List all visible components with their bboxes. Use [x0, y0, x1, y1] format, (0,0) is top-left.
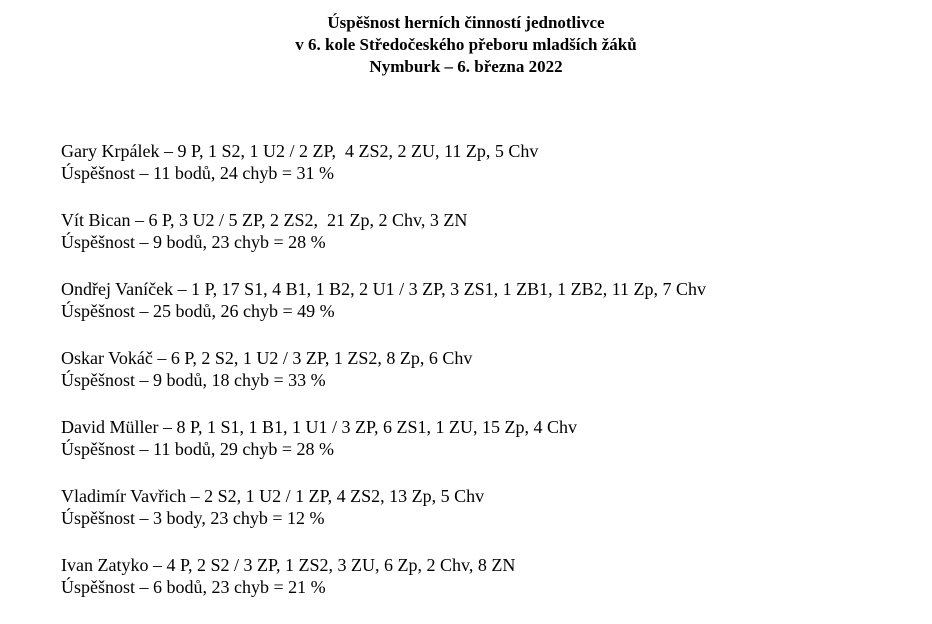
player-stats: Ivan Zatyko – 4 P, 2 S2 / 3 ZP, 1 ZS2, 3 ZU, 6 Zp, 2 Chv, 8 ZN [61, 555, 516, 575]
player-success: Úspěšnost – 3 body, 23 chyb = 12 % [61, 508, 325, 528]
player-entry [61, 209, 921, 253]
player-stats: Vladimír Vavřich – 2 S2, 1 U2 / 1 ZP, 4 ZS2, 13 Zp, 5 Chv [61, 486, 485, 506]
player-entry [61, 485, 921, 529]
player-entry [61, 347, 921, 391]
player-list [61, 140, 921, 623]
player-entry [61, 278, 921, 322]
player-success: Úspěšnost – 11 bodů, 29 chyb = 28 % [61, 439, 334, 459]
player-success: Úspěšnost – 25 bodů, 26 chyb = 49 % [61, 301, 335, 321]
document-title [0, 12, 932, 78]
title-line-2: v 6. kole Středočeského přeboru mladších žáků [295, 35, 637, 54]
title-line-1: Úspěšnost herních činností jednotlivce [327, 13, 605, 32]
player-success: Úspěšnost – 6 bodů, 23 chyb = 21 % [61, 577, 326, 597]
player-success: Úspěšnost – 11 bodů, 24 chyb = 31 % [61, 163, 334, 183]
player-entry [61, 140, 921, 184]
player-stats: Oskar Vokáč – 6 P, 2 S2, 1 U2 / 3 ZP, 1 ZS2, 8 Zp, 6 Chv [61, 348, 473, 368]
player-success: Úspěšnost – 9 bodů, 23 chyb = 28 % [61, 232, 326, 252]
player-entry [61, 416, 921, 460]
player-stats: David Müller – 8 P, 1 S1, 1 B1, 1 U1 / 3 ZP, 6 ZS1, 1 ZU, 15 Zp, 4 Chv [61, 417, 578, 437]
player-stats: Ondřej Vaníček – 1 P, 17 S1, 4 B1, 1 B2, 2 U1 / 3 ZP, 3 ZS1, 1 ZB1, 1 ZB2, 11 Zp, 7 Chv [61, 279, 707, 299]
player-success: Úspěšnost – 9 bodů, 18 chyb = 33 % [61, 370, 326, 390]
player-entry [61, 554, 921, 598]
title-line-3: Nymburk – 6. března 2022 [369, 57, 563, 76]
player-stats: Gary Krpálek – 9 P, 1 S2, 1 U2 / 2 ZP, 4 ZS2, 2 ZU, 11 Zp, 5 Chv [61, 141, 539, 161]
player-stats: Vít Bican – 6 P, 3 U2 / 5 ZP, 2 ZS2, 21 Zp, 2 Chv, 3 ZN [61, 210, 468, 230]
